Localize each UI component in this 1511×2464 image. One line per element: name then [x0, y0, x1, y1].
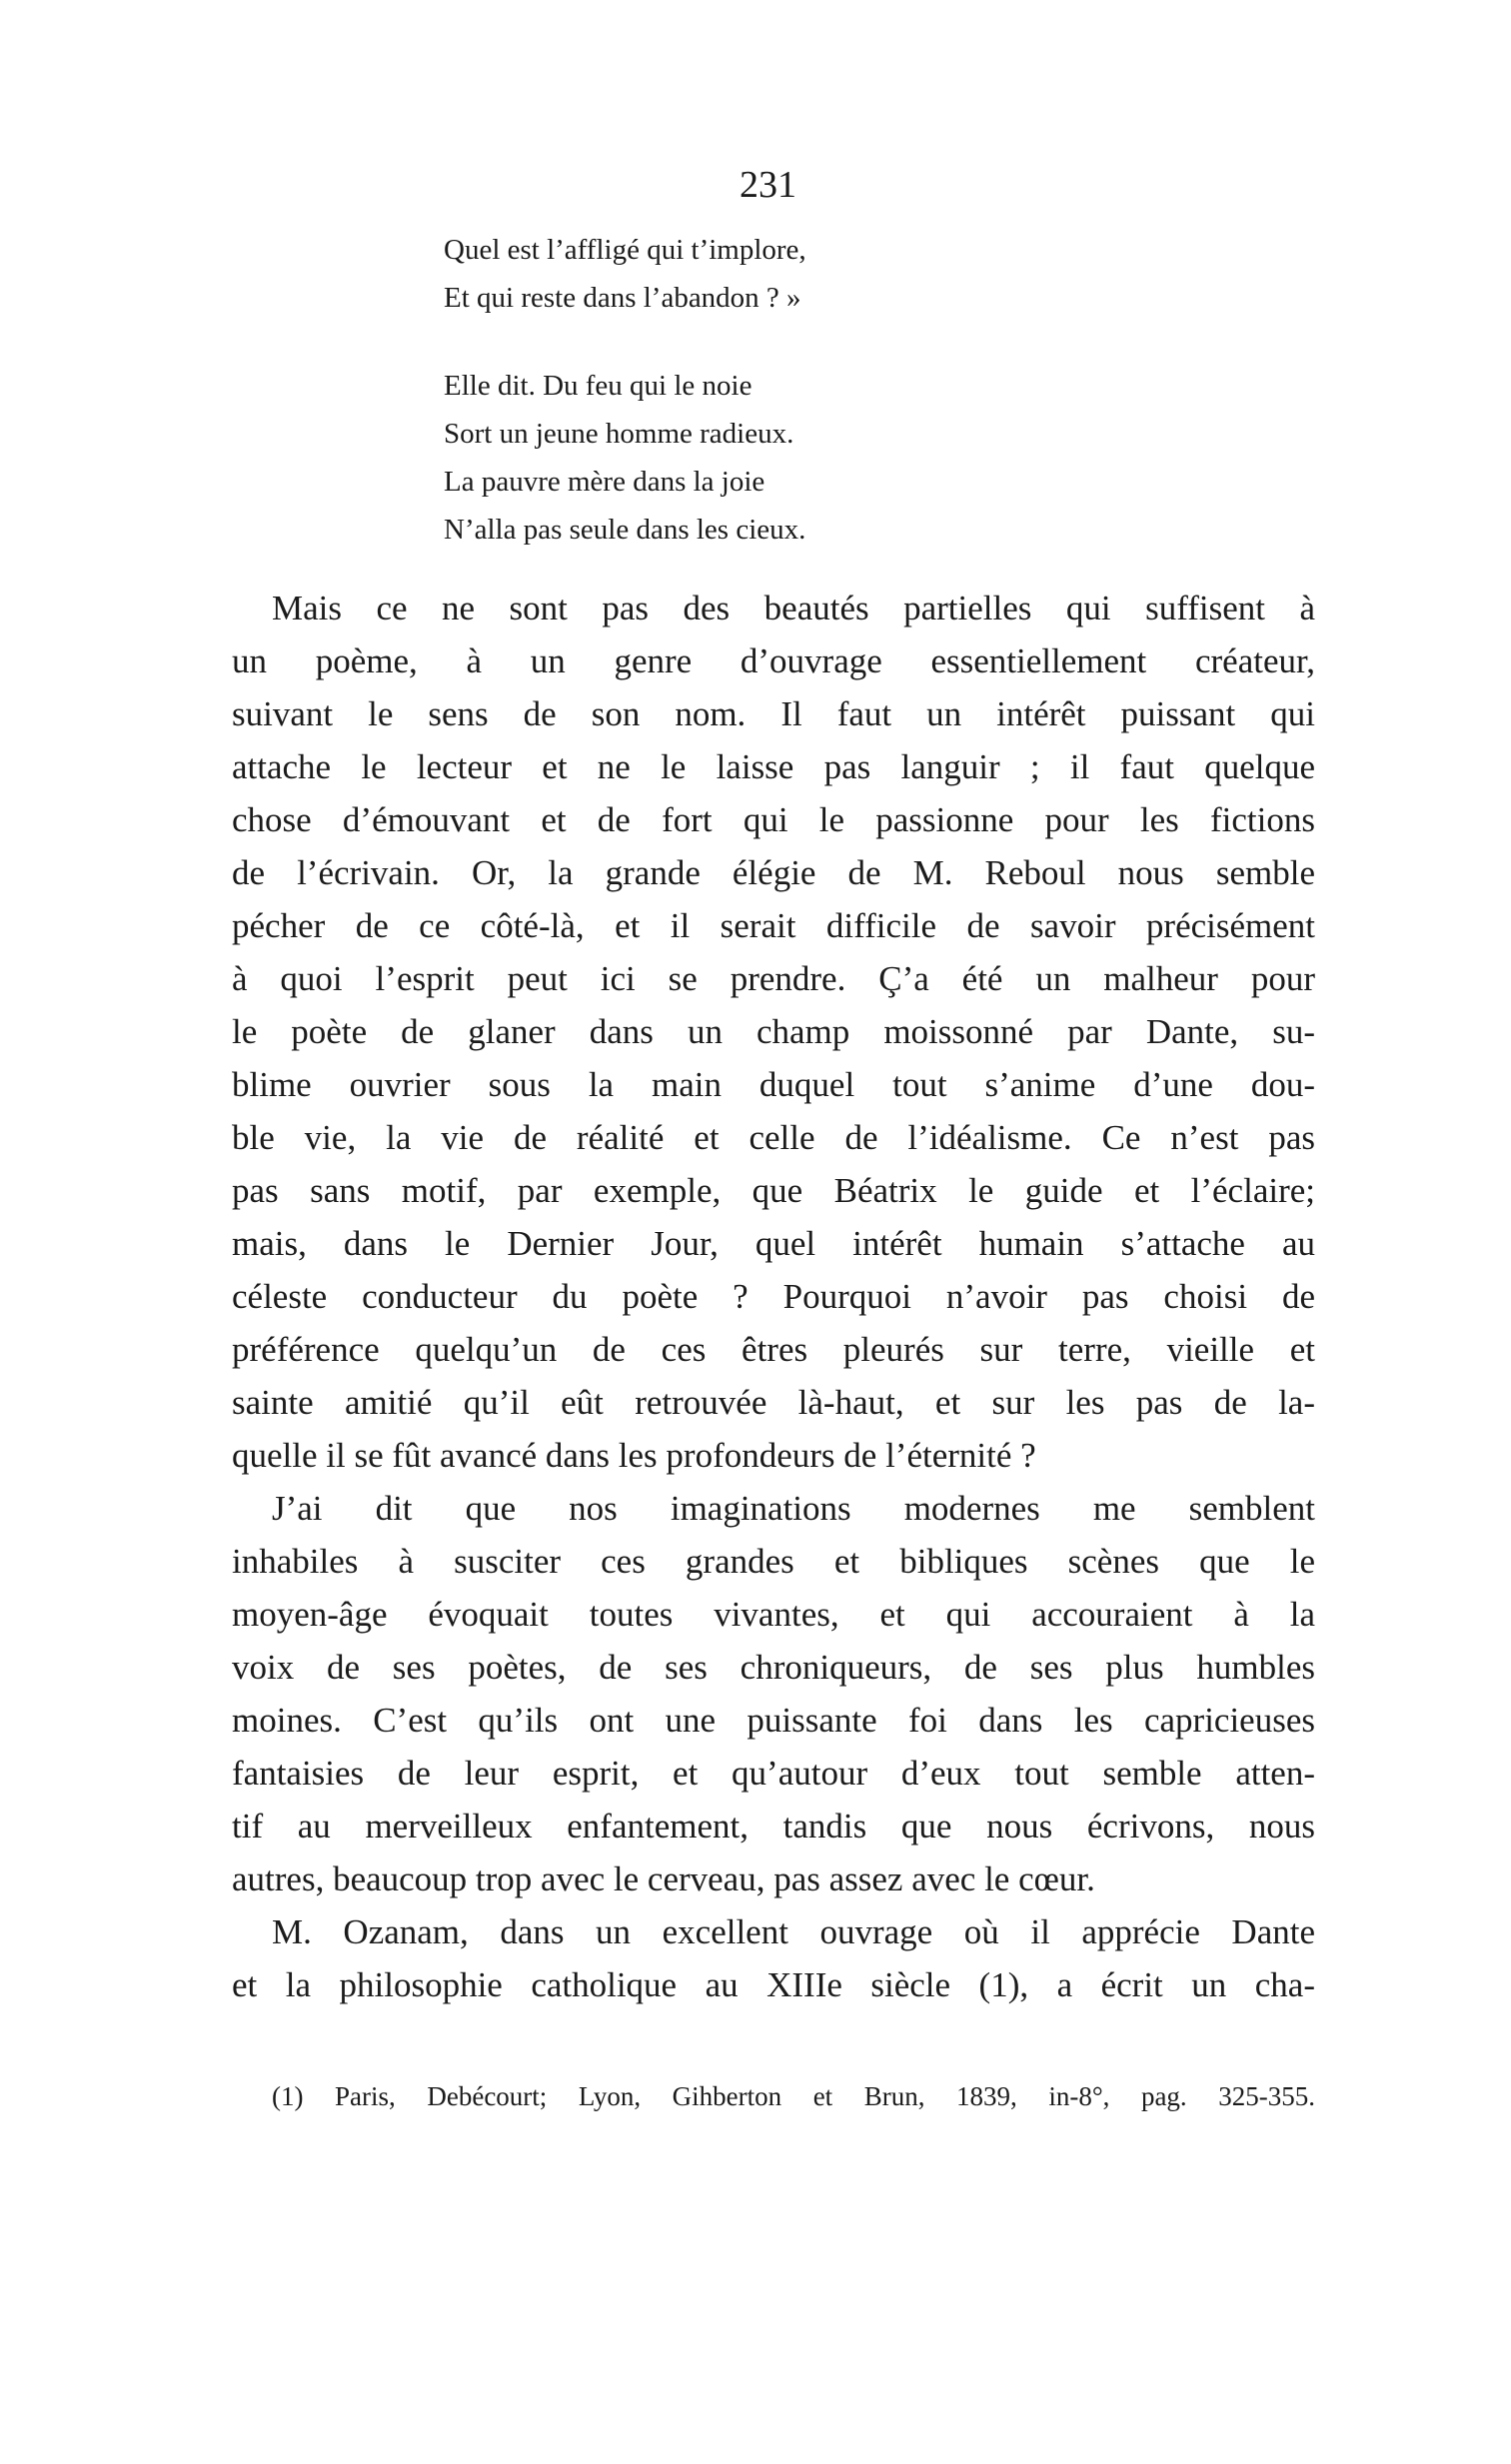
page-number: 231 — [740, 164, 796, 206]
text-line: inhabiles à susciter ces grandes et bibliques scènes que le — [232, 1542, 1315, 1581]
text-line: pas sans motif, par exemple, que Béatrix le guide et l’éclaire; — [232, 1171, 1315, 1210]
text-line: sainte amitié qu’il eût retrouvée là-haut, et sur les pas de la- — [232, 1383, 1315, 1422]
text-line: moines. C’est qu’ils ont une puissante foi dans les capricieuses — [232, 1701, 1315, 1740]
footnote: (1) Paris, Debécourt; Lyon, Gihberton et Brun, 1839, in-8°, pag. 325-355. — [272, 2081, 1315, 2111]
paragraph-3 — [232, 1905, 1315, 2011]
text-line: moyen-âge évoquait toutes vivantes, et qui accouraient à la — [232, 1595, 1315, 1634]
poem-line: Quel est l’affligé qui t’implore, — [444, 234, 806, 266]
text-line: tif au merveilleux enfantement, tandis que nous écrivons, nous — [232, 1807, 1315, 1846]
poem-line: N’alla pas seule dans les cieux. — [444, 514, 806, 546]
text-line: à quoi l’esprit peut ici se prendre. Ç’a été un malheur pour — [232, 959, 1315, 998]
text-line: fantaisies de leur esprit, et qu’autour d’eux tout semble atten- — [232, 1754, 1315, 1793]
poem-quotation — [444, 226, 806, 554]
poem-line: La pauvre mère dans la joie — [444, 466, 765, 498]
text-line: pécher de ce côté-là, et il serait difficile de savoir précisément — [232, 906, 1315, 945]
text-line: M. Ozanam, dans un excellent ouvrage où il apprécie Dante — [272, 1912, 1315, 1951]
poem-line: Sort un jeune homme radieux. — [444, 418, 794, 450]
text-line: le poète de glaner dans un champ moissonné par Dante, su- — [232, 1012, 1315, 1051]
text-line: Mais ce ne sont pas des beautés partielles qui suffisent à — [272, 589, 1315, 627]
text-line: mais, dans le Dernier Jour, quel intérêt humain s’attache au — [232, 1224, 1315, 1263]
text-line: et la philosophie catholique au XIIIe siècle (1), a écrit un cha- — [232, 1965, 1315, 2004]
text-line: céleste conducteur du poète ? Pourquoi n’avoir pas choisi de — [232, 1277, 1315, 1316]
text-line: blime ouvrier sous la main duquel tout s’anime d’une dou- — [232, 1065, 1315, 1104]
text-line: quelle il se fût avancé dans les profondeurs de l’éternité ? — [232, 1436, 1036, 1475]
text-line: attache le lecteur et ne le laisse pas languir ; il faut quelque — [232, 747, 1315, 786]
text-line: voix de ses poètes, de ses chroniqueurs, de ses plus humbles — [232, 1648, 1315, 1687]
poem-line: Et qui reste dans l’abandon ? » — [444, 282, 801, 314]
prose-body — [232, 582, 1315, 2011]
text-line: préférence quelqu’un de ces êtres pleurés sur terre, vieille et — [232, 1330, 1315, 1369]
text-line: ble vie, la vie de réalité et celle de l’idéalisme. Ce n’est pas — [232, 1118, 1315, 1157]
stanza-gap — [444, 322, 806, 362]
poem-line: Elle dit. Du feu qui le noie — [444, 370, 753, 402]
text-line: un poème, à un genre d’ouvrage essentiellement créateur, — [232, 641, 1315, 680]
paragraph-1 — [232, 582, 1315, 1482]
text-line: autres, beaucoup trop avec le cerveau, pas assez avec le cœur. — [232, 1859, 1095, 1898]
text-line: J’ai dit que nos imaginations modernes me semblent — [272, 1489, 1315, 1528]
text-line: de l’écrivain. Or, la grande élégie de M. Reboul nous semble — [232, 853, 1315, 892]
text-line: chose d’émouvant et de fort qui le passionne pour les fictions — [232, 800, 1315, 839]
paragraph-2 — [232, 1482, 1315, 1905]
text-line: suivant le sens de son nom. Il faut un intérêt puissant qui — [232, 694, 1315, 733]
